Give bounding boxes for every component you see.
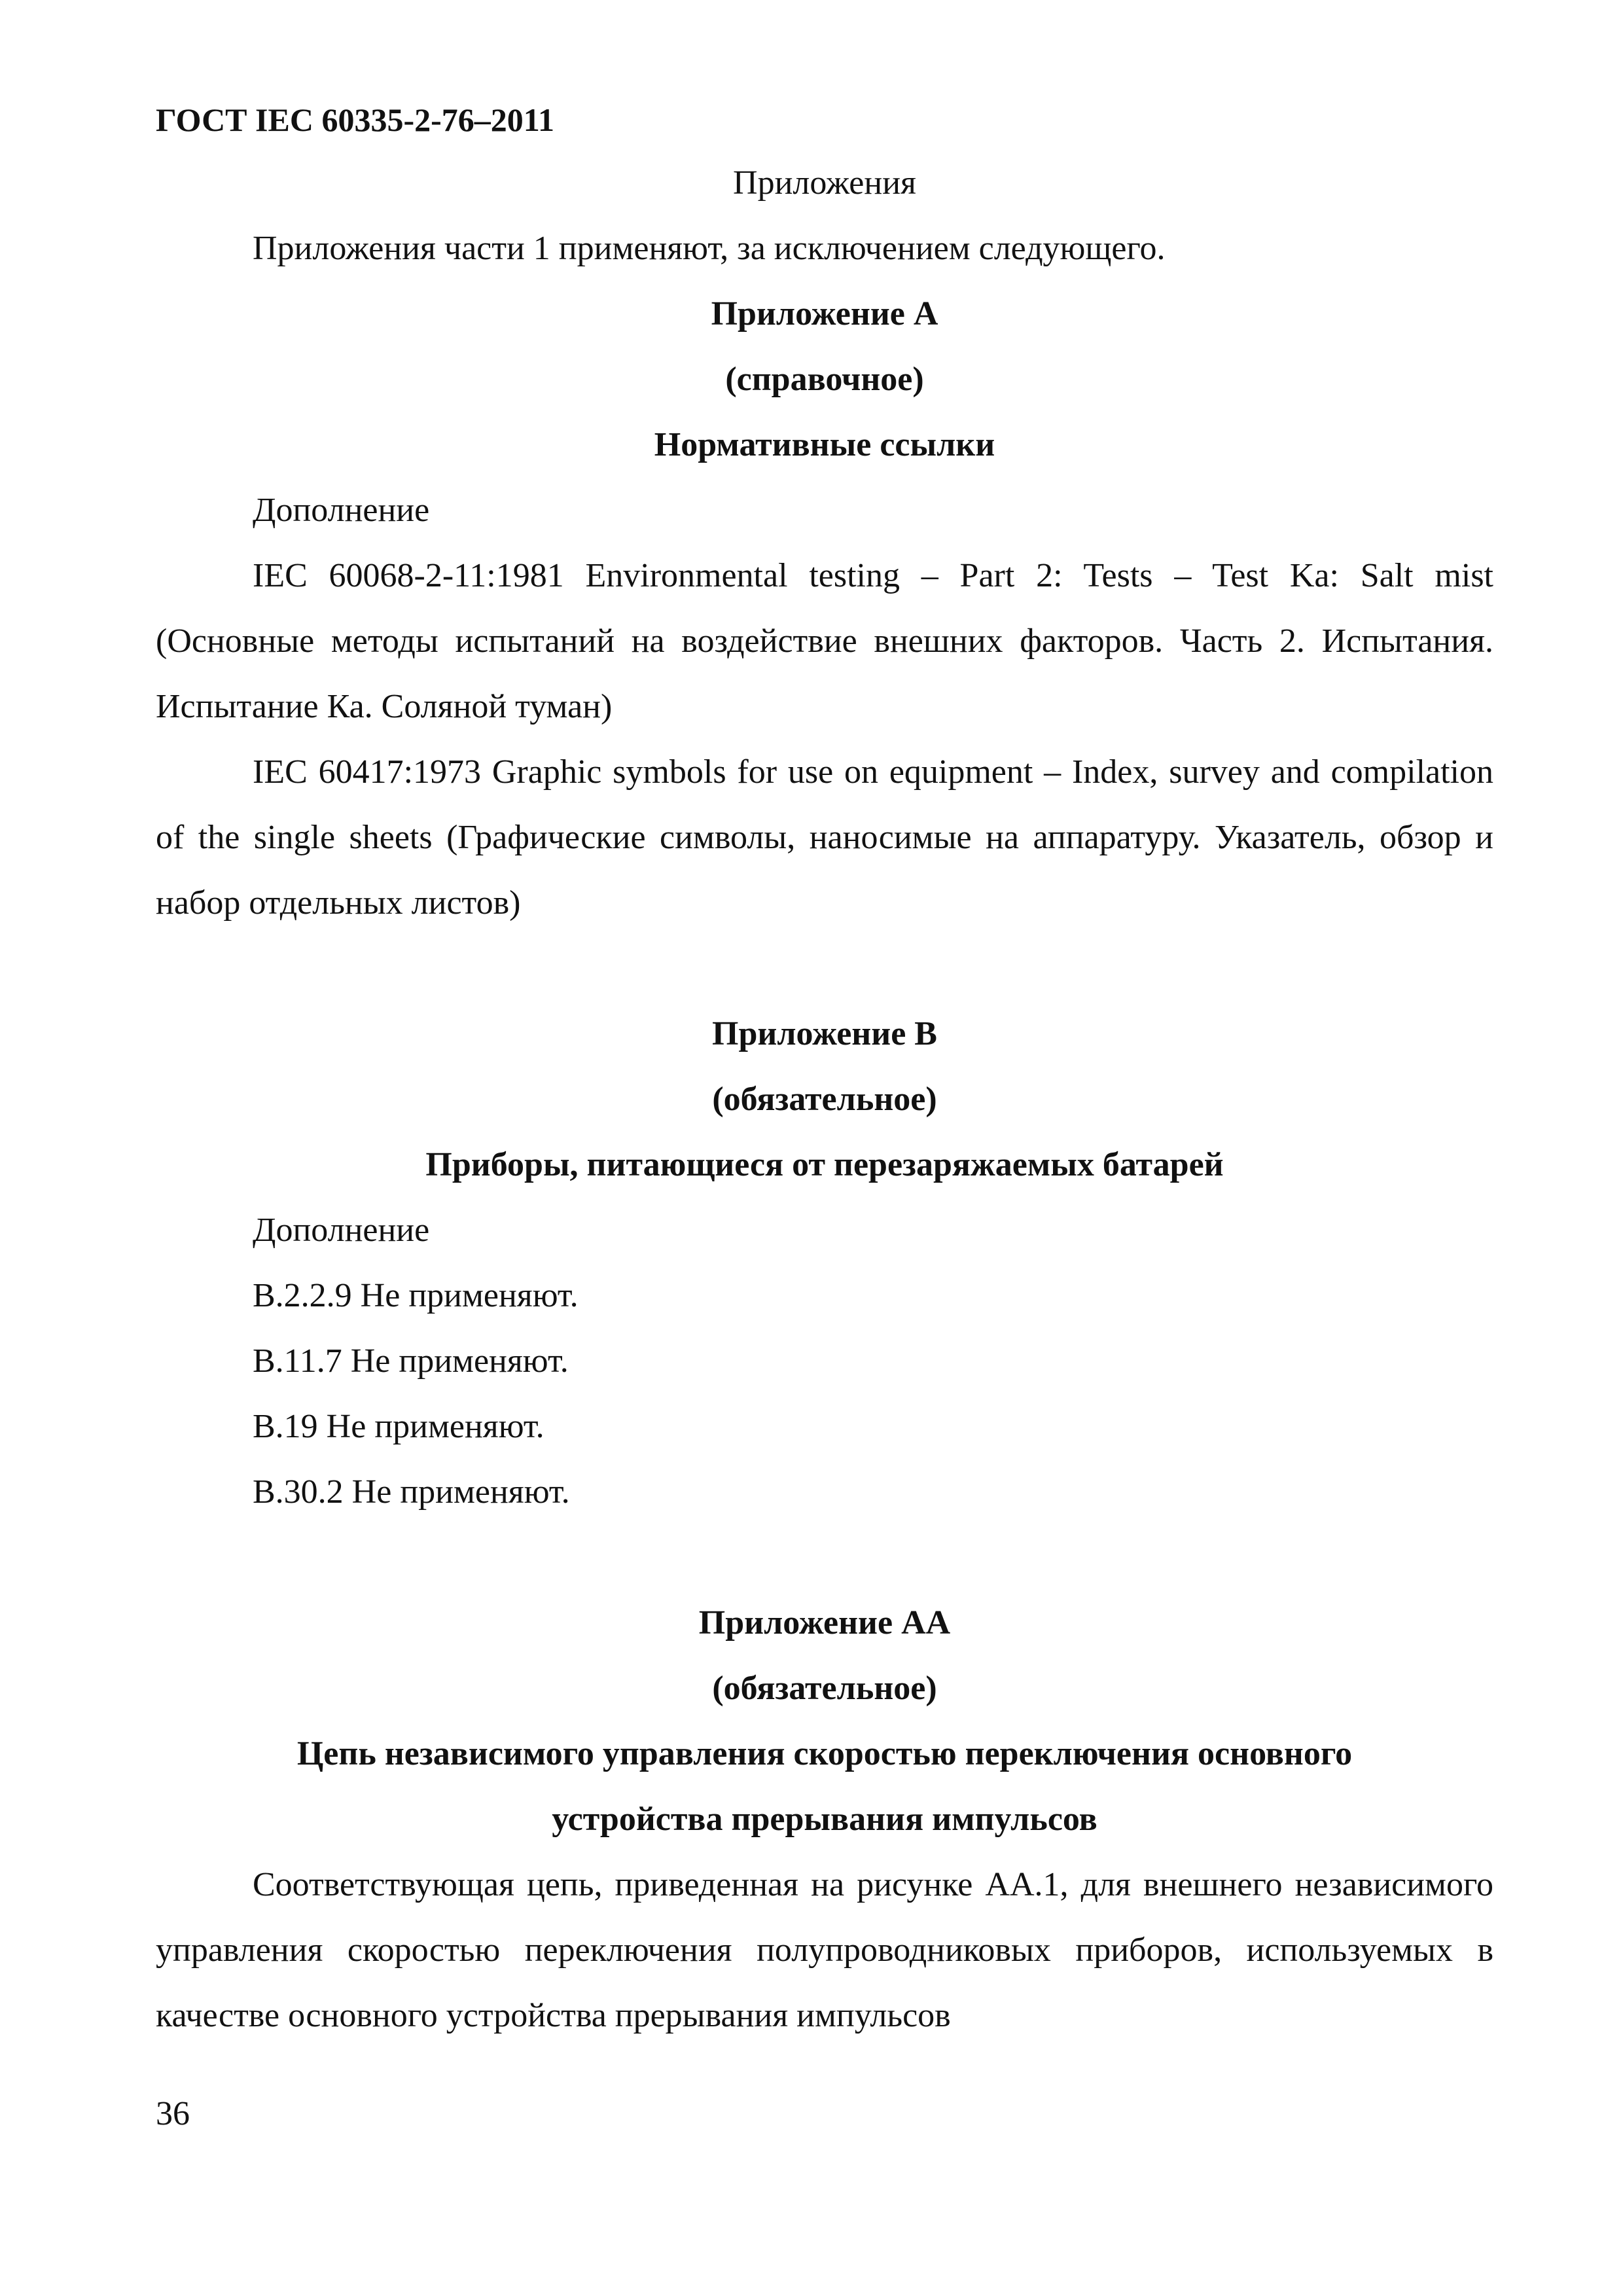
annex-a-heading: Нормативные ссылки — [654, 426, 995, 463]
appendices-section-title: Приложения — [733, 164, 916, 202]
annex-b-status: (обязательное) — [712, 1081, 937, 1118]
annex-aa-status: (обязательное) — [712, 1670, 937, 1707]
annex-a-title: Приложение А — [711, 295, 938, 332]
annex-aa-paragraph: Соответствующая цепь, приведенная на рисунке АА.1, для внешнего независимого управления скоростью переключения полупроводниковых приборов, используемых в качестве основного устройства прерывания импульсов — [156, 1866, 1493, 2034]
annex-aa-heading-line2: устройства прерывания импульсов — [552, 1801, 1097, 1838]
document-code: ГОСТ IEC 60335-2-76–2011 — [156, 101, 554, 138]
annex-b-heading: Приборы, питающиеся от перезаряжаемых батарей — [425, 1146, 1224, 1183]
annex-aa-title: Приложение АА — [698, 1604, 951, 1641]
annex-a-reference-2: IEC 60417:1973 Graphic symbols for use on equipment – Index, survey and compilation of the single sheets (Графические символы, наносимые на аппаратуру. Указатель, обзор и набор отдельных листов) — [156, 753, 1493, 922]
annex-b-item: В.30.2 Не применяют. — [253, 1473, 570, 1511]
annex-b-item: В.11.7 Не применяют. — [253, 1342, 569, 1380]
annex-aa-heading-line1: Цепь независимого управления скоростью переключения основного — [296, 1735, 1353, 1772]
annex-a-reference-1: IEC 60068-2-11:1981 Environmental testing – Part 2: Tests – Test Ka: Salt mist (Основные методы испытаний на воздействие внешних факторов. Часть 2. Испытания. Испытание Ка. Соляной туман) — [156, 557, 1493, 725]
annex-a-supplement-label: Дополнение — [253, 492, 430, 529]
annex-a-status: (справочное) — [725, 361, 924, 398]
annex-b-item: В.19 Не применяют. — [253, 1408, 544, 1445]
annex-b-item: В.2.2.9 Не применяют. — [253, 1277, 579, 1314]
page-number: 36 — [156, 2095, 190, 2132]
annex-b-supplement-label: Дополнение — [253, 1211, 430, 1249]
annex-b-title: Приложение В — [712, 1015, 937, 1052]
appendices-intro-text: Приложения части 1 применяют, за исключением следующего. — [253, 230, 1166, 267]
